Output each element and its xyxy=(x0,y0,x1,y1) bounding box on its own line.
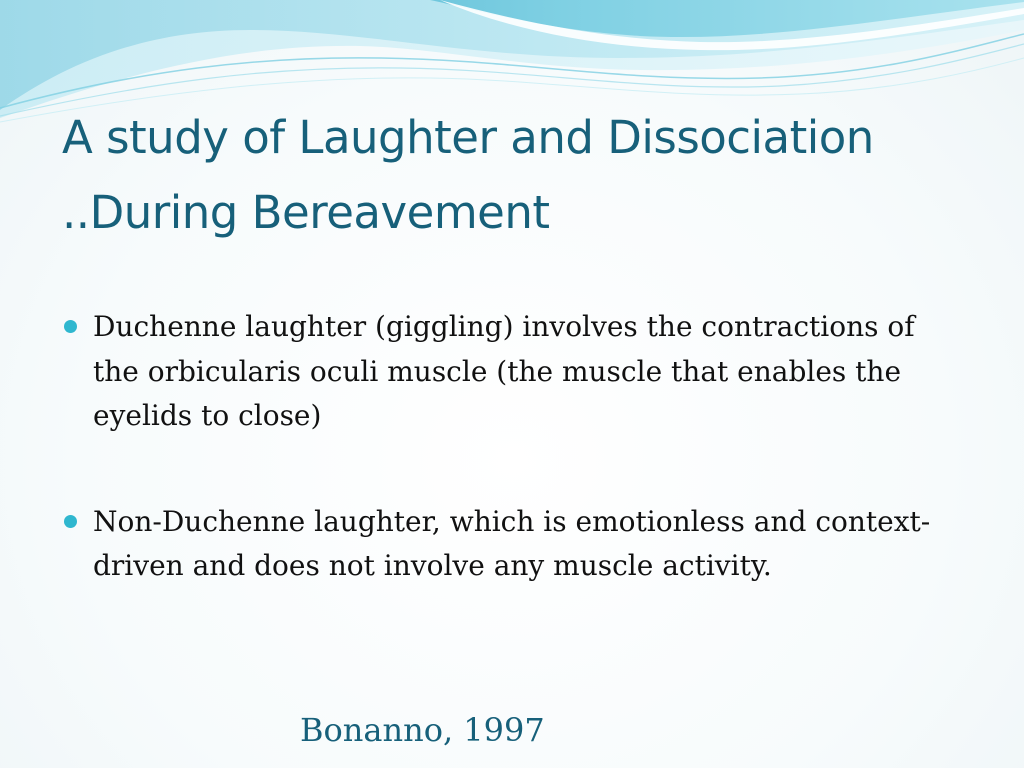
bullet-dot-icon xyxy=(64,515,77,528)
bullet-list xyxy=(62,305,962,589)
slide-title: A study of Laughter and Dissociation ..During Bereavement xyxy=(62,111,874,239)
bullet-item xyxy=(62,305,962,439)
bullet-text: Non-Duchenne laughter, which is emotionless and context-driven and does not involve any muscle activity. xyxy=(93,504,931,582)
bullet-dot-icon xyxy=(64,320,77,333)
citation: Bonanno, 1997 xyxy=(300,711,545,749)
bullet-text: Duchenne laughter (giggling) involves the contractions of the orbicularis oculi muscle (the muscle that enables the eyelids to close) xyxy=(93,310,915,432)
bullet-item xyxy=(62,500,962,589)
